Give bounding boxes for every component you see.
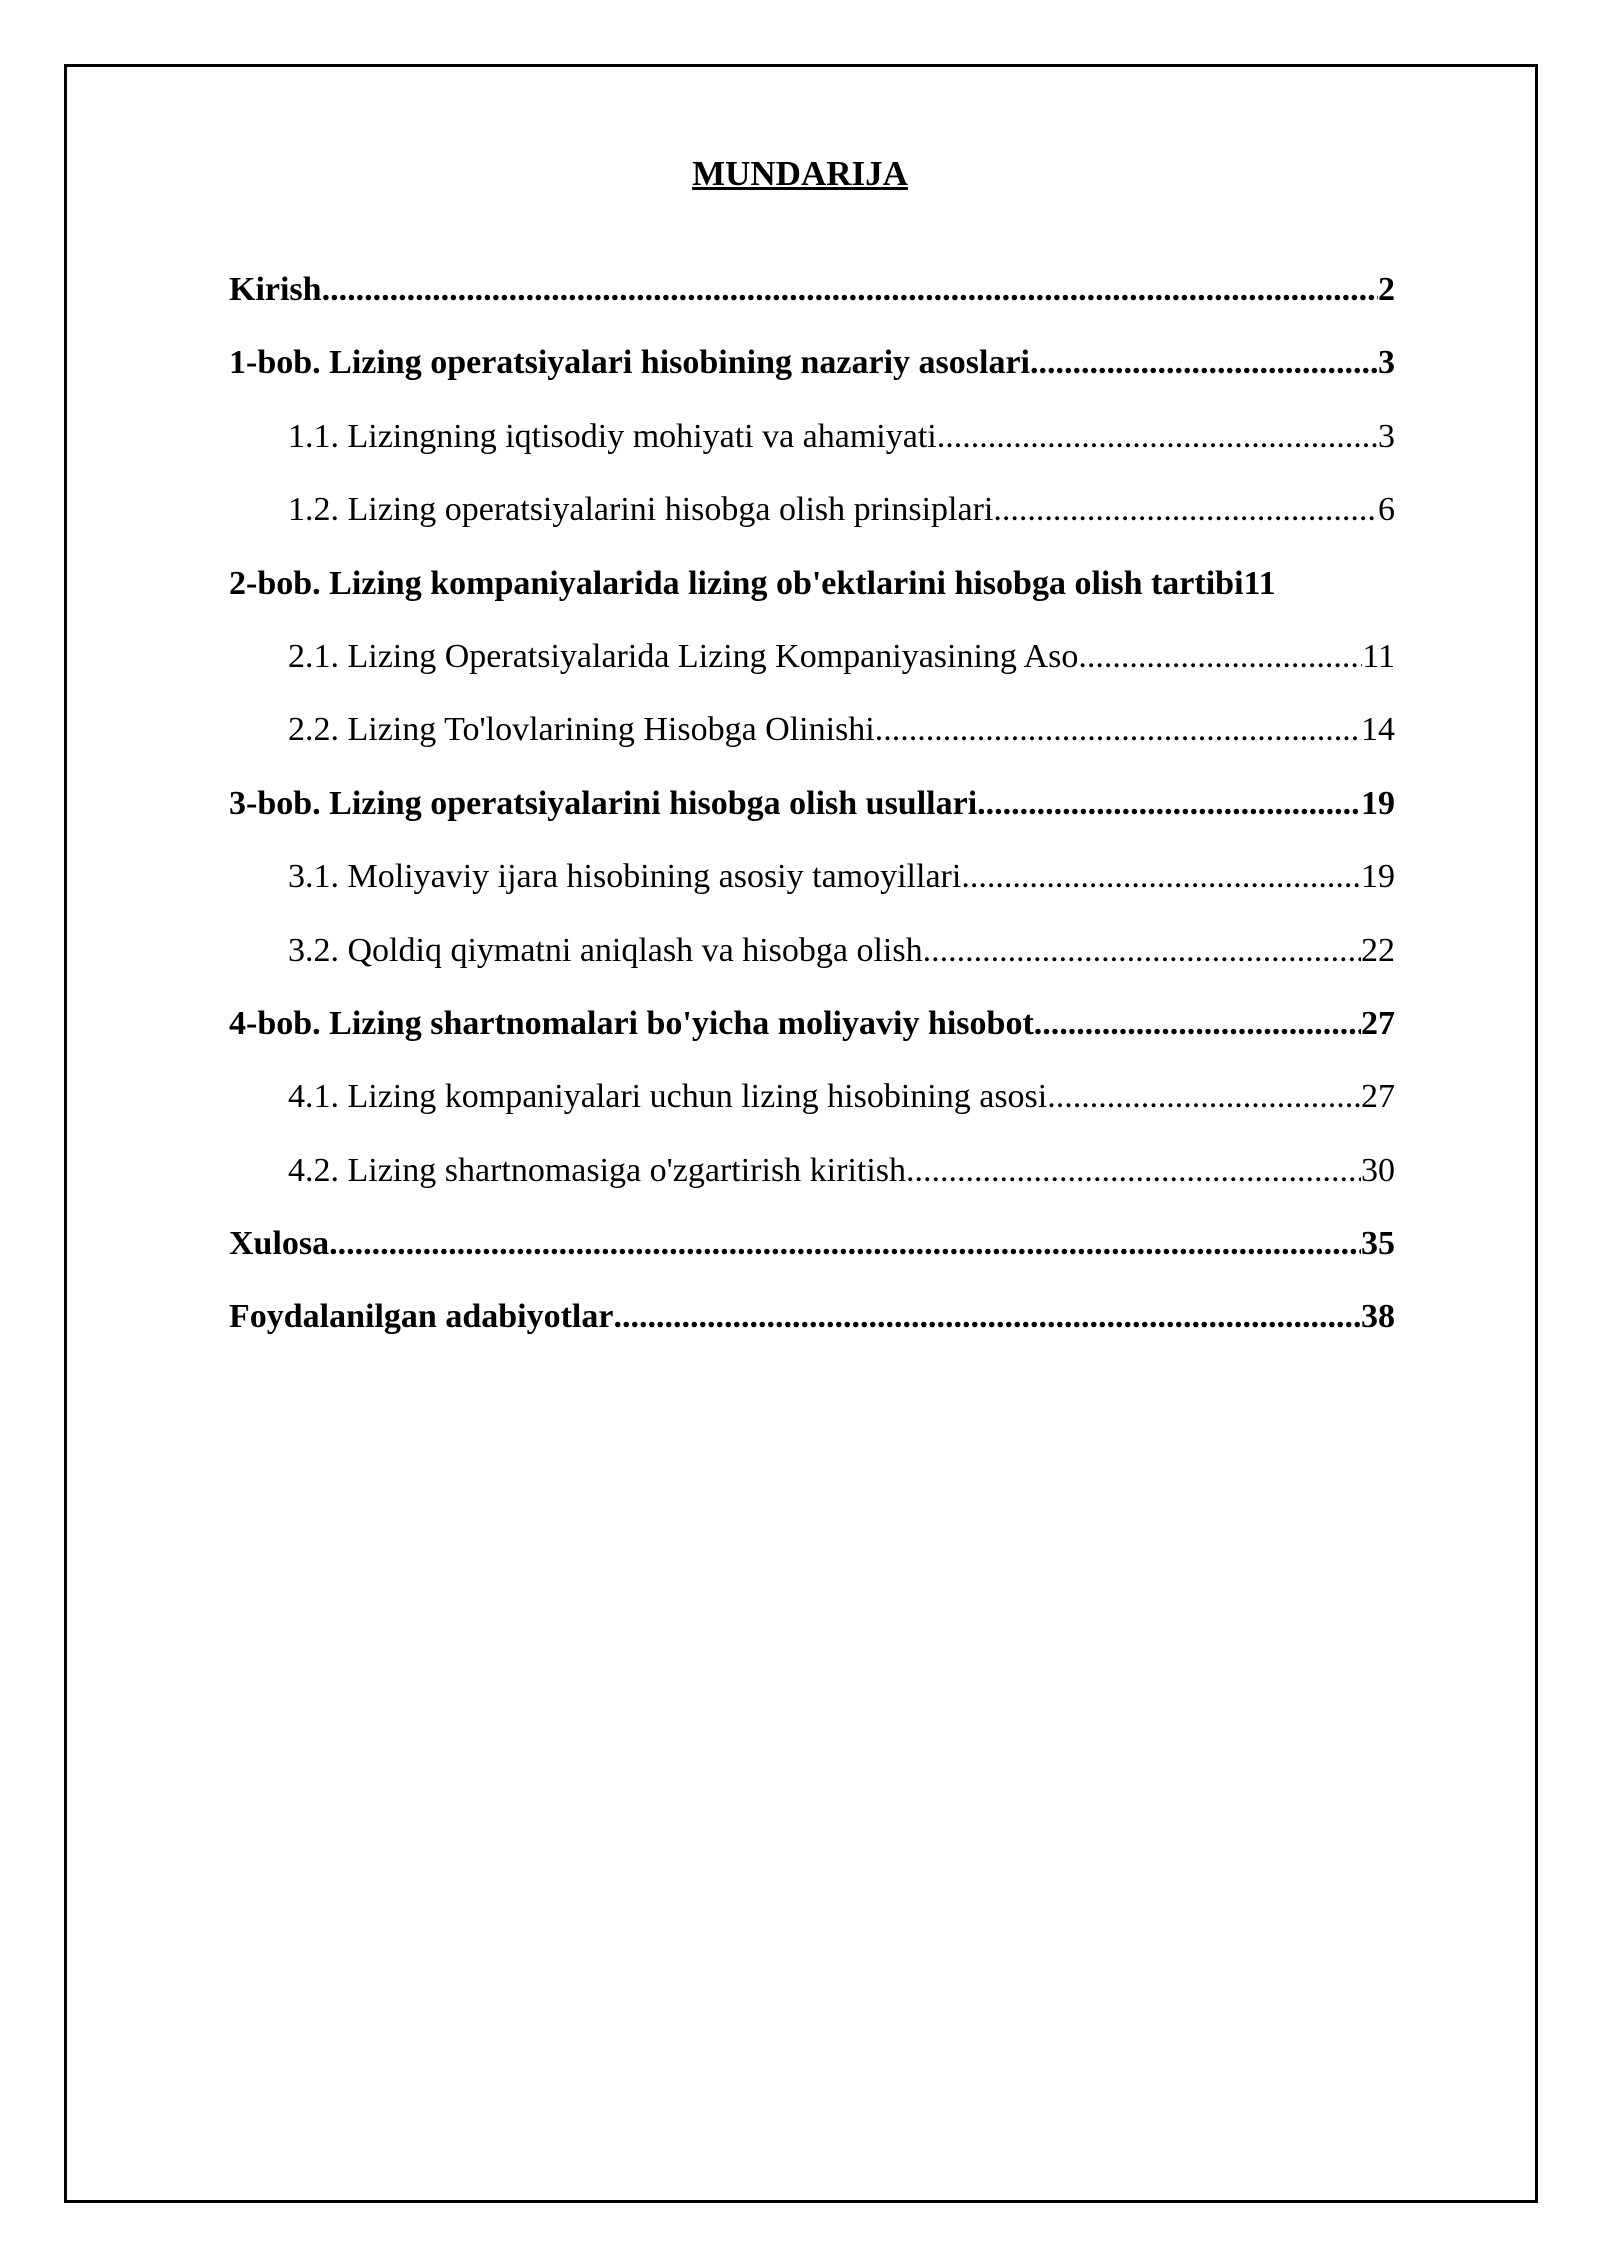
toc-entry-label: 3.1. Moliyaviy ijara hisobining asosiy tamoyillari (288, 858, 962, 896)
toc-entry-label: 1.2. Lizing operatsiyalarini hisobga olish prinsiplari (288, 491, 994, 529)
toc-entry-section-1-2[interactable] (229, 488, 1395, 561)
toc-page-number: 19 (1361, 858, 1395, 896)
toc-page-number: 19 (1361, 784, 1395, 822)
toc-entry-references[interactable] (229, 1295, 1395, 1368)
toc-entry-label: 2.2. Lizing To'lovlarining Hisobga Olinishi (288, 711, 875, 749)
toc-leader-dots (977, 782, 1361, 826)
toc-entry-introduction[interactable] (229, 268, 1395, 341)
toc-page-number: 2 (1378, 271, 1395, 308)
toc-leader-dots (937, 415, 1378, 459)
toc-leader-dots (1047, 1075, 1361, 1119)
toc-entry-section-2-1[interactable] (229, 635, 1395, 708)
toc-page-number: 30 (1361, 1151, 1395, 1189)
toc-entry-label: 1.1. Lizingning iqtisodiy mohiyati va ahamiyati (288, 417, 937, 455)
toc-leader-dots (1034, 1002, 1361, 1046)
toc-page-number: 14 (1361, 711, 1395, 749)
toc-entry-label: 4.2. Lizing shartnomasiga o'zgartirish kiritish (288, 1151, 907, 1189)
toc-entry-label: 3.2. Qoldiq qiymatni aniqlash va hisobga olish (288, 931, 923, 969)
toc-leader-dots (923, 929, 1361, 973)
toc-entry-label: Kirish (229, 271, 322, 308)
toc-entry-label: 2-bob. Lizing kompaniyalarida lizing ob'ektlarini hisobga olish tartibi (229, 564, 1244, 602)
toc-page-number: 27 (1361, 1078, 1395, 1116)
toc-entry-label: 4-bob. Lizing shartnomalari bo'yicha moliyaviy hisobot (229, 1004, 1034, 1042)
toc-entry-label: 4.1. Lizing kompaniyalari uchun lizing hisobining asosi (288, 1078, 1048, 1116)
toc-leader-dots (1078, 635, 1362, 679)
toc-leader-dots (875, 708, 1361, 752)
toc-leader-dots (993, 488, 1378, 532)
toc-entry-section-3-2[interactable] (229, 929, 1395, 1002)
toc-entry-label: Foydalanilgan adabiyotlar (229, 1298, 614, 1336)
toc-leader-dots (322, 268, 1378, 312)
toc-leader-dots (1030, 341, 1378, 385)
toc-page-number: 11 (1362, 637, 1395, 675)
toc-entry-section-4-2[interactable] (229, 1149, 1395, 1222)
toc-entry-section-1-1[interactable] (229, 415, 1395, 488)
toc-page-number: 11 (1243, 564, 1276, 602)
toc-page-number: 3 (1378, 417, 1395, 455)
toc-page-number: 35 (1361, 1225, 1395, 1263)
toc-entry-label: 3-bob. Lizing operatsiyalarini hisobga olish usullari (229, 784, 978, 822)
toc-page-number: 3 (1378, 344, 1395, 382)
toc-entry-label: 1-bob. Lizing operatsiyalari hisobining nazariy asoslari (229, 344, 1030, 382)
toc-entry-chapter-2[interactable] (229, 562, 1395, 635)
toc-page-number: 22 (1361, 931, 1395, 969)
toc-leader-dots (613, 1295, 1361, 1339)
page-title: MUNDARIJA (692, 154, 908, 193)
toc-entry-section-2-2[interactable] (229, 708, 1395, 781)
toc-page-number: 38 (1361, 1298, 1395, 1336)
toc-entry-chapter-3[interactable] (229, 782, 1395, 855)
table-of-contents (229, 268, 1395, 1369)
toc-page-number: 6 (1378, 491, 1395, 529)
toc-page-number: 27 (1361, 1004, 1395, 1042)
toc-entry-label: 2.1. Lizing Operatsiyalarida Lizing Kompaniyasining Aso (288, 637, 1079, 675)
toc-entry-section-4-1[interactable] (229, 1075, 1395, 1148)
toc-entry-chapter-1[interactable] (229, 341, 1395, 414)
toc-leader-dots (906, 1149, 1361, 1193)
toc-entry-label: Xulosa (229, 1225, 330, 1263)
toc-entry-section-3-1[interactable] (229, 855, 1395, 928)
toc-entry-chapter-4[interactable] (229, 1002, 1395, 1075)
toc-leader-dots (329, 1222, 1361, 1266)
toc-leader-dots (961, 855, 1361, 899)
toc-entry-conclusion[interactable] (229, 1222, 1395, 1295)
